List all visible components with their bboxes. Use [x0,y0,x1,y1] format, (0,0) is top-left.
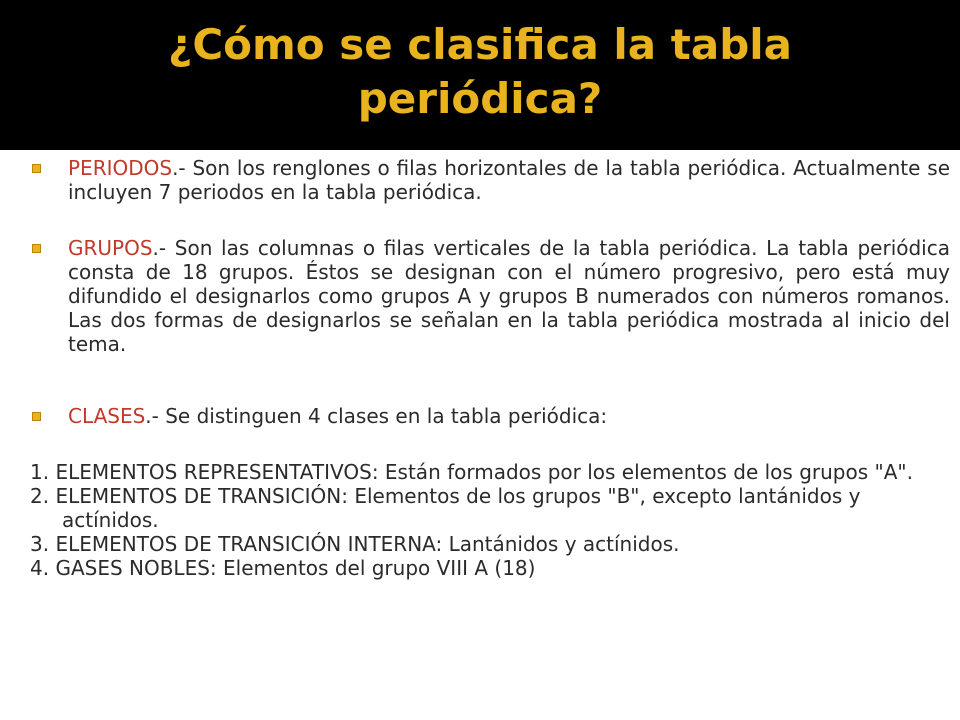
slide-title-line-1: ¿Cómo se clasifica la tabla [168,20,792,69]
bullet-body: .- Son los renglones o filas horizontales de la tabla periódica. Actualmente se incluyen 7 periodos en la tabla periódica. [68,156,950,204]
bullet-marker-icon [32,244,41,253]
bullet-text-grupos [68,236,950,356]
bullet-keyword: GRUPOS [68,236,153,260]
bullet-keyword: PERIODOS [68,156,173,180]
slide-title [0,18,960,126]
bullet-body: .- Son las columnas o filas verticales de la tabla periódica. La tabla periódica consta de 18 grupos. Éstos se designan con el número progresivo, pero está muy difundido el designarlos como grupos A y grupos B numerados con números romanos. Las dos formas de designarlos se señalan en la tabla periódica mostrada al inicio del tema. [68,236,950,356]
classes-list [30,460,940,580]
class-item-4: 4. GASES NOBLES: Elementos del grupo VIII A (18) [30,556,536,580]
class-item-1: 1. ELEMENTOS REPRESENTATIVOS: Están formados por los elementos de los grupos "A". [30,460,913,484]
bullet-body: .- Se distinguen 4 clases en la tabla periódica: [145,404,608,428]
class-item-3: 3. ELEMENTOS DE TRANSICIÓN INTERNA: Lantánidos y actínidos. [30,532,680,556]
bullet-text-periodos [68,156,950,204]
bullet-marker-icon [32,412,41,421]
bullet-marker-icon [32,164,41,173]
class-item-2: 2. ELEMENTOS DE TRANSICIÓN: Elementos de los grupos "B", excepto lantánidos y actínidos. [30,484,861,532]
bullet-text-clases [68,404,950,428]
slide-title-line-2: periódica? [357,74,603,123]
title-bar [0,0,960,150]
bullet-keyword: CLASES [68,404,146,428]
